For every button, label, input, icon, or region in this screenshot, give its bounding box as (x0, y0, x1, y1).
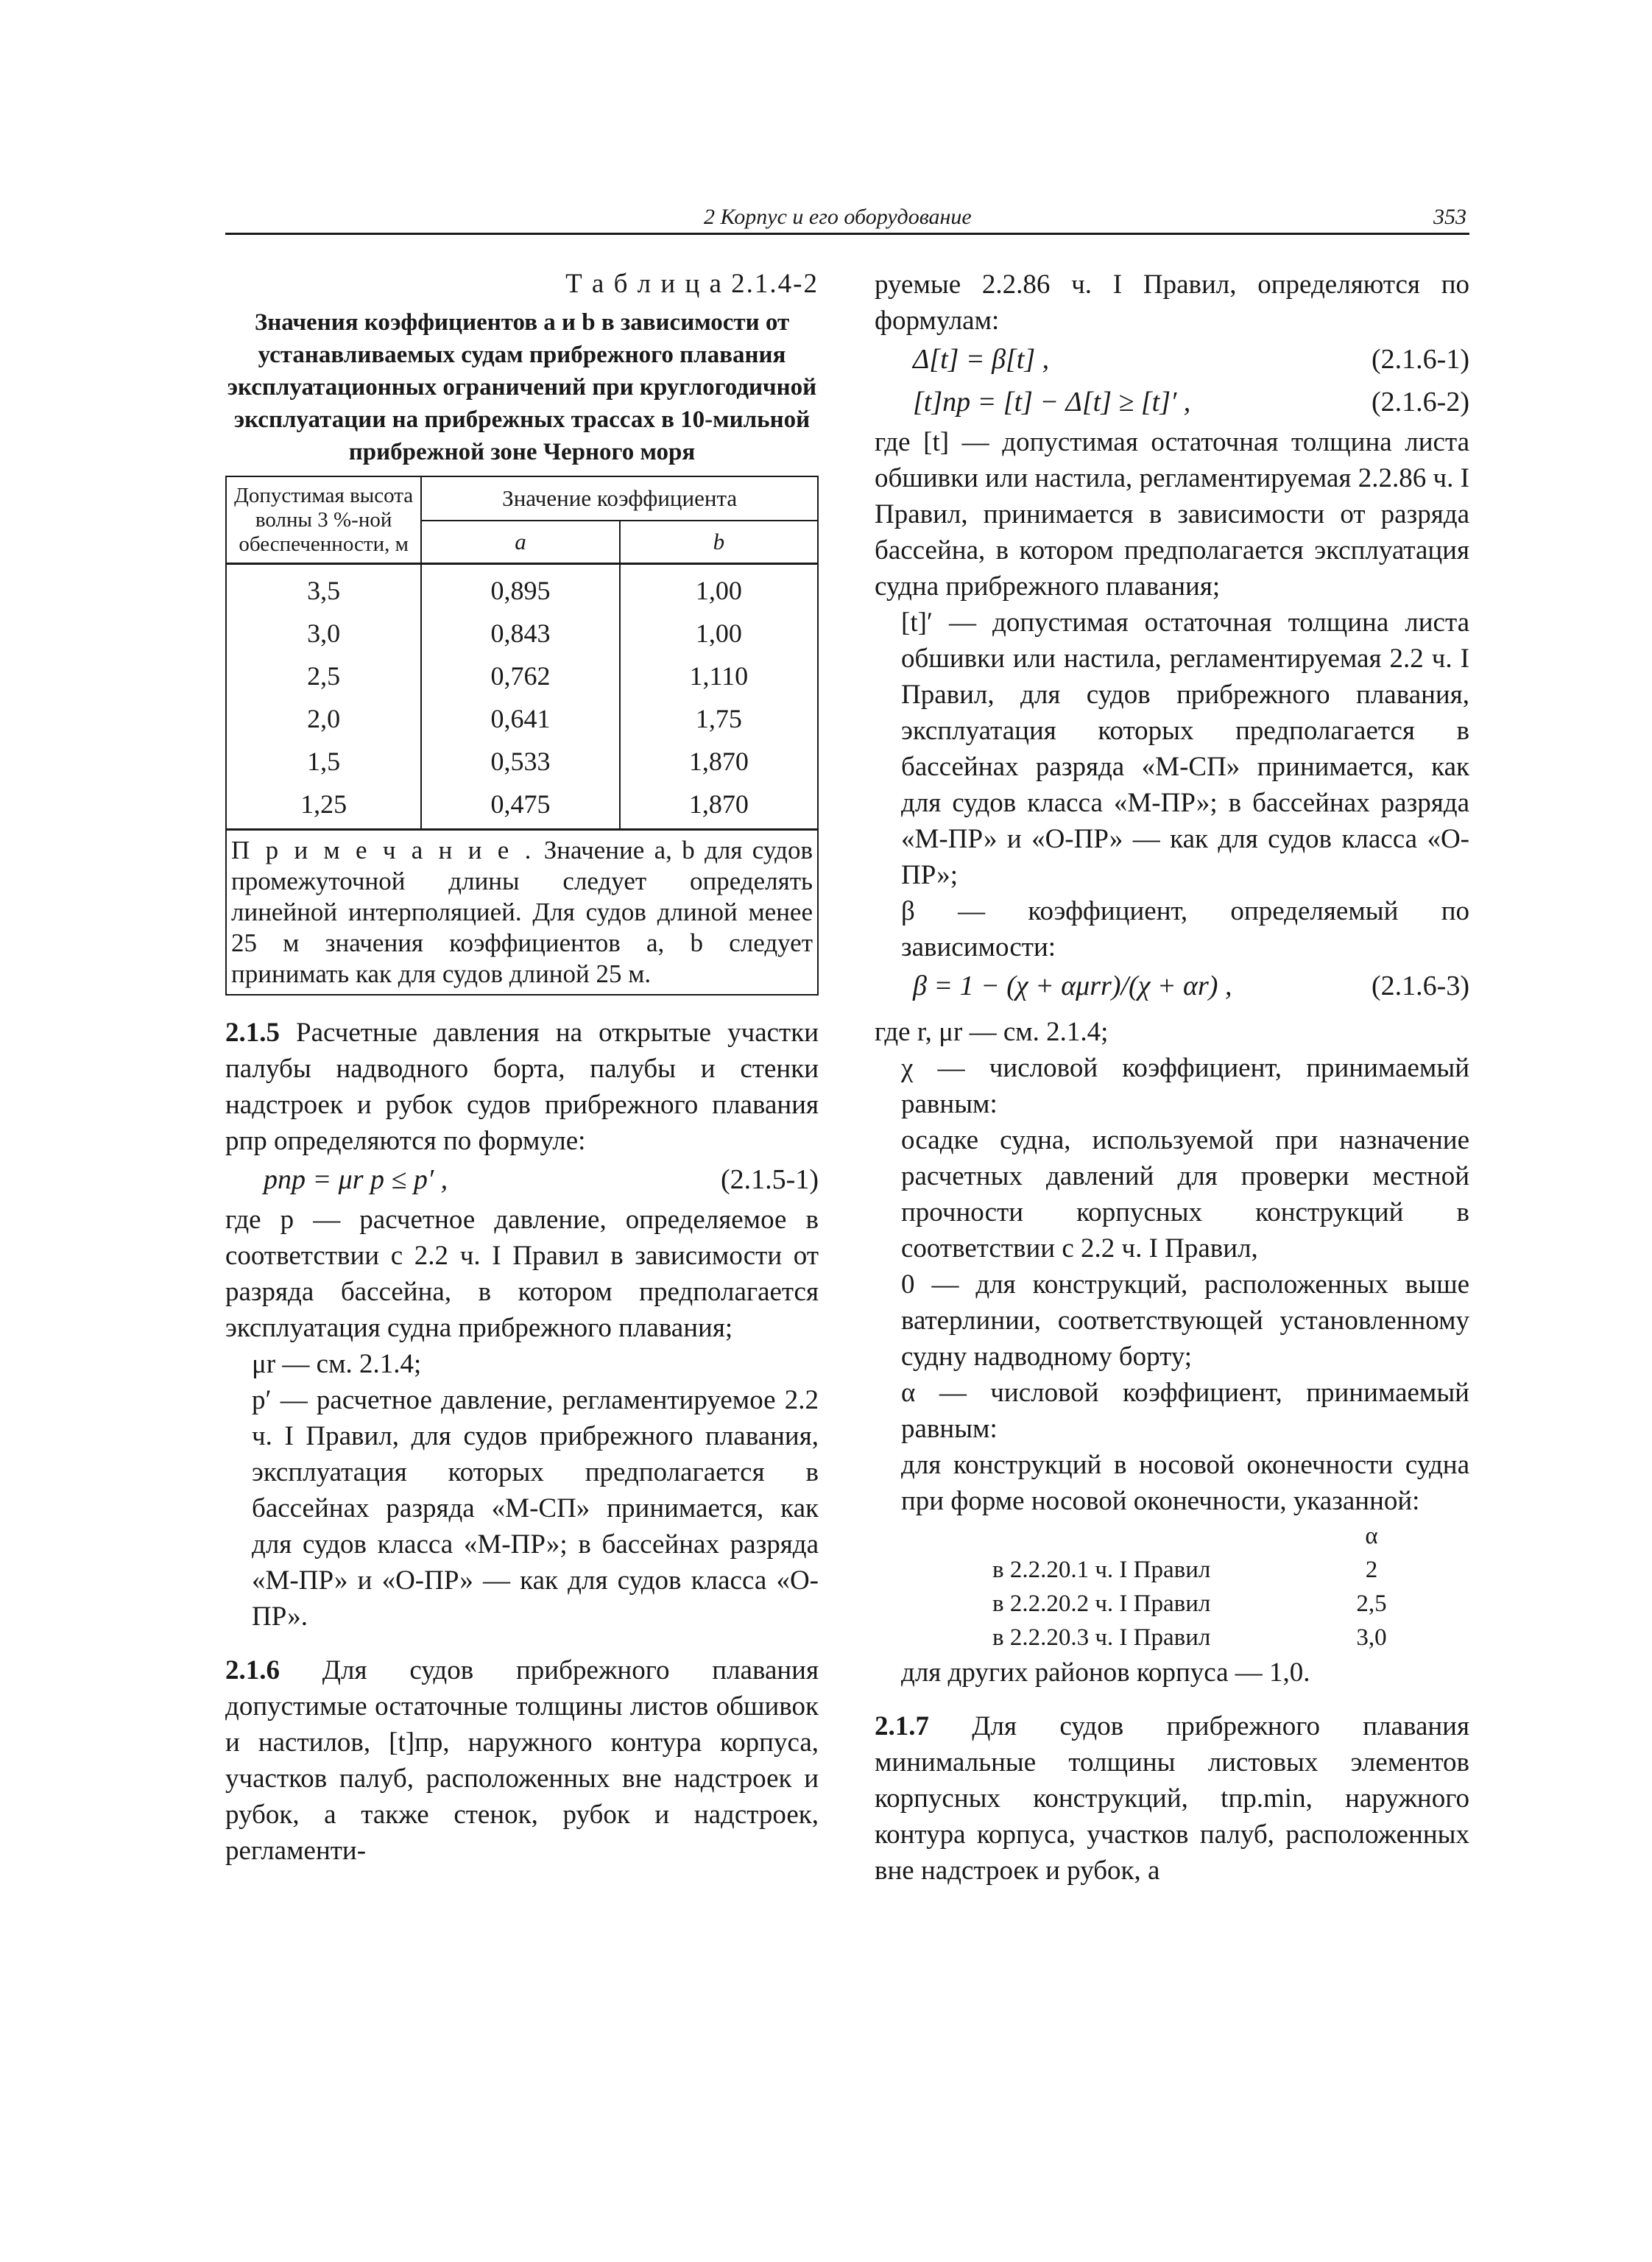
alpha-other: для других районов корпуса — 1,0. (901, 1657, 1310, 1688)
alpha-value: 2 (1365, 1557, 1378, 1583)
alpha-ref: в 2.2.20.3 ч. I Правил (992, 1624, 1211, 1651)
cell-a: 0,641 (421, 697, 619, 740)
alpha-ref: в 2.2.20.1 ч. I Правил (992, 1557, 1211, 1583)
formula-2-1-6-2 (875, 381, 1469, 424)
section-text: Для судов прибрежного плавания допустимые остаточные толщины листов обшивок и настилов, [t]пр, наружного контура корпуса, участков палуб, расположенных вне надстроек и рубок, а также стенок, рубок и надстроек, регламенти- (225, 1655, 819, 1866)
cell-wave-height: 3,0 (226, 612, 421, 655)
coefficients-table (225, 476, 819, 996)
alpha-table (992, 1519, 1405, 1655)
formula-number: (2.1.5-1) (721, 1164, 819, 1195)
pprime-definition: p′ — расчетное давление, регламентируемое 2.2 ч. I Правил, для судов прибрежного плавания, эксплуатация которых предполагается в бассейнах разряда «М-СП» принимается, как для судов класса «М-ПР»; в бассейнах разряда «М-ПР» и «О-ПР» — как для судов класса «О-ПР». (252, 1385, 819, 1632)
section-number: 2.1.7 (875, 1711, 929, 1741)
alpha-value: 2,5 (1356, 1590, 1387, 1617)
table-row (226, 612, 818, 655)
col-header-coefficient: Значение коэффициента (421, 476, 818, 521)
running-header (225, 200, 1469, 235)
table-row (226, 740, 818, 783)
formula-2-1-6-3 (875, 965, 1469, 1014)
alpha-value-1: для конструкций в носовой оконечности судна при форме носовой оконечности, указанной: (901, 1450, 1469, 1516)
alpha-definition: α — числовой коэффициент, принимаемый равным: (901, 1378, 1469, 1444)
right-column (875, 267, 1469, 1889)
cell-wave-height: 3,5 (226, 564, 421, 613)
alpha-row (992, 1587, 1405, 1621)
cell-a: 0,475 (421, 783, 619, 830)
cell-a: 0,533 (421, 740, 619, 783)
mu-definition: μr — см. 2.1.4; (252, 1349, 422, 1379)
col-header-wave-height: Допустимая высота волны 3 %-ной обеспеченности, м (226, 476, 421, 564)
cell-wave-height: 2,0 (226, 697, 421, 740)
alpha-row (992, 1553, 1405, 1587)
formula-number: (2.1.6-2) (1372, 387, 1469, 417)
alpha-row (992, 1621, 1405, 1655)
cell-a: 0,843 (421, 612, 619, 655)
cell-wave-height: 1,5 (226, 740, 421, 783)
header-title: 2 Корпус и его оборудование (704, 205, 972, 229)
note-text: Значение a, b для судов промежуточной длины следует определять линейной интерполяцией. Для судов длиной менее 25 м значения коэффициентов a, b следует принимать как для судов длиной 25 м. (231, 836, 813, 988)
section-2-1-6 (225, 1652, 819, 1869)
section-text: Расчетные давления на открытые участки палубы надводного борта, палубы и стенки надстроек и рубок судов прибрежного плавания pпр определяются по формуле: (225, 1018, 819, 1156)
formula-2-1-6-1 (875, 339, 1469, 381)
table-row (226, 783, 818, 830)
cell-a: 0,762 (421, 655, 619, 697)
cell-b: 1,110 (620, 655, 818, 697)
section-2-1-5 (225, 1015, 819, 1159)
formula-expression: [t]пр = [t] − Δ[t] ≥ [t]′ , (913, 387, 1191, 417)
table-row (226, 655, 818, 697)
alpha-ref: в 2.2.20.2 ч. I Правил (992, 1590, 1211, 1617)
section-2-1-7 (875, 1708, 1469, 1889)
page-number: 353 (1433, 205, 1466, 229)
formula-2-1-5-1 (225, 1159, 819, 1202)
beta-definition: β — коэффициент, определяемый по зависимости: (901, 896, 1469, 962)
t-definition: где [t] — допустимая остаточная толщина листа обшивки или настила, регламентируемая 2.2.86 ч. I Правил, принимается в зависимости от разряда бассейна, в котором предполагается эксплуатация судна прибрежного плавания; (875, 427, 1469, 602)
continuation: руемые 2.2.86 ч. I Правил, определяются по формулам: (875, 269, 1469, 336)
cell-b: 1,870 (620, 740, 818, 783)
section-number: 2.1.6 (225, 1655, 280, 1685)
cell-b: 1,00 (620, 612, 818, 655)
r-definition: где r, μr — см. 2.1.4; (875, 1017, 1109, 1047)
cell-b: 1,870 (620, 783, 818, 830)
cell-b: 1,00 (620, 564, 818, 613)
alpha-value: 3,0 (1356, 1624, 1387, 1651)
left-column (225, 267, 819, 1869)
cell-b: 1,75 (620, 697, 818, 740)
chi-value-2: 0 — для конструкций, расположенных выше ватерлинии, соответствующей установленному судну надводному борту; (901, 1269, 1469, 1372)
note-label: П р и м е ч а н и е . (231, 836, 534, 864)
chi-value-1: осадке судна, используемой при назначение расчетных давлений для проверки местной прочности корпусных конструкций в соответствии с 2.2 ч. I Правил, (901, 1125, 1469, 1264)
alpha-header: α (1365, 1523, 1378, 1549)
table-title: Значения коэффициентов a и b в зависимости от устанавливаемых судам прибрежного плавания эксплуатационных ограничений при круглогодичной эксплуатации на прибрежных трассах в 10-мильной прибрежной зоне Черного моря (227, 309, 817, 465)
table-caption: Т а б л и ц а 2.1.4-2 (565, 269, 819, 299)
formula-number: (2.1.6-3) (1372, 970, 1469, 1001)
formula-expression: Δ[t] = β[t] , (913, 344, 1050, 375)
col-header-b: b (620, 521, 818, 564)
chi-definition: χ — числовой коэффициент, принимаемый равным: (901, 1053, 1469, 1119)
cell-a: 0,895 (421, 564, 619, 613)
cell-wave-height: 1,25 (226, 783, 421, 830)
col-header-a: a (421, 521, 619, 564)
section-text: Для судов прибрежного плавания минимальные толщины листовых элементов корпусных конструкций, tпр.min, наружного контура корпуса, участков палуб, расположенных вне надстроек и рубок, а (875, 1711, 1469, 1886)
formula-expression: pпр = μr p ≤ p′ , (264, 1164, 448, 1195)
table-row (226, 697, 818, 740)
tprime-definition: [t]′ — допустимая остаточная толщина листа обшивки или настила, регламентируемая 2.2 ч. I Правил, для судов прибрежного плавания, эксплуатация которых предполагается в бассейнах разряда «М-СП» принимается, как для судов класса «М-ПР»; в бассейнах разряда «М-ПР» и «О-ПР» — как для судов класса «О-ПР»; (901, 607, 1469, 890)
cell-wave-height: 2,5 (226, 655, 421, 697)
formula-expression: β = 1 − (χ + αμrr)/(χ + αr) , (913, 970, 1232, 1001)
formula-number: (2.1.6-1) (1372, 344, 1469, 375)
table-row (226, 564, 818, 613)
section-number: 2.1.5 (225, 1018, 280, 1048)
where-p: где p — расчетное давление, определяемое в соответствии с 2.2 ч. I Правил в зависимости от разряда бассейна, в котором предполагается эксплуатация судна прибрежного плавания; (225, 1205, 819, 1343)
table-note (226, 830, 818, 996)
